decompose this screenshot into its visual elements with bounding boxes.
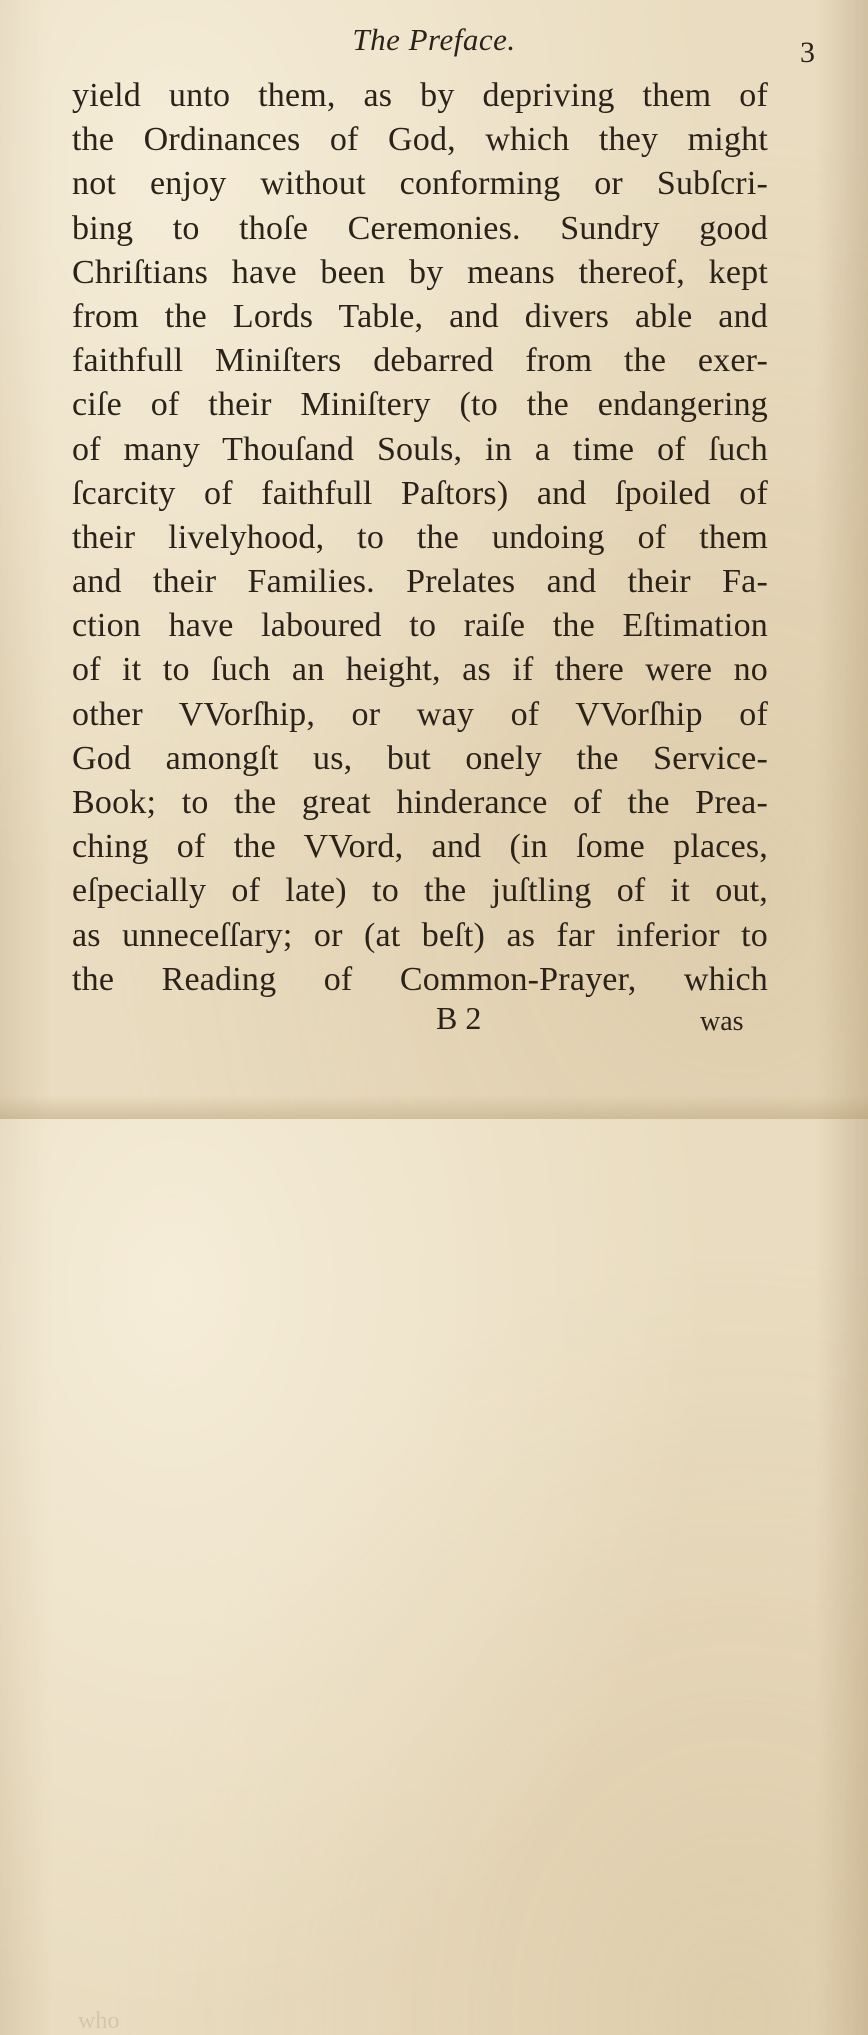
text-line: the Ordinances of God, which they might xyxy=(72,121,768,159)
text-line: their livelyhood, to the undoing of them xyxy=(72,518,768,556)
text-line: bing to thoſe Ceremonies. Sundry good xyxy=(72,209,768,247)
text-line: yield unto them, as by depriving them of xyxy=(72,77,768,114)
page-number: 3 xyxy=(800,36,815,69)
text-line: ſcarcity of faithfull Paſtors) and ſpoiled of xyxy=(72,474,768,512)
text-line: from the Lords Table, and divers able and xyxy=(72,297,768,335)
body-text xyxy=(72,74,768,1002)
text-line: eſpecially of late) to the juſtling of it out, xyxy=(72,872,768,910)
page-edge xyxy=(0,1095,868,1119)
page-footer xyxy=(0,1000,868,2034)
text-line: faithfull Miniſters debarred from the exer- xyxy=(72,342,768,380)
text-line: Book; to the great hinderance of the Prea- xyxy=(72,784,768,821)
text-line: other VVorſhip, or way of VVorſhip of xyxy=(72,695,768,733)
text-line: of many Thouſand Souls, in a time of ſuch xyxy=(72,430,768,468)
text-line: and their Families. Prelates and their Fa- xyxy=(72,563,768,601)
text-line: Chriſtians have been by means thereof, kept xyxy=(72,253,768,291)
catchword: was xyxy=(700,1006,744,1037)
text-line: ching of the VVord, and (in ſome places, xyxy=(72,828,768,866)
text-line: ciſe of their Miniſtery (to the endangering xyxy=(72,386,768,424)
text-line: God amongſt us, but onely the Service- xyxy=(72,739,768,777)
text-line: of it to ſuch an height, as if there were no xyxy=(72,651,768,689)
signature-mark: B 2 xyxy=(436,1000,482,1036)
bleed-through-text: who xyxy=(78,2008,120,2034)
running-title: The Preface. xyxy=(352,22,516,57)
text-line: the Reading of Common-Prayer, which xyxy=(72,960,768,998)
text-line: not enjoy without conforming or Subſcri- xyxy=(72,165,768,203)
text-line: as unneceſſary; or (at beſt) as far inferior to xyxy=(72,916,768,954)
text-line: ction have laboured to raiſe the Eſtimation xyxy=(72,607,768,645)
